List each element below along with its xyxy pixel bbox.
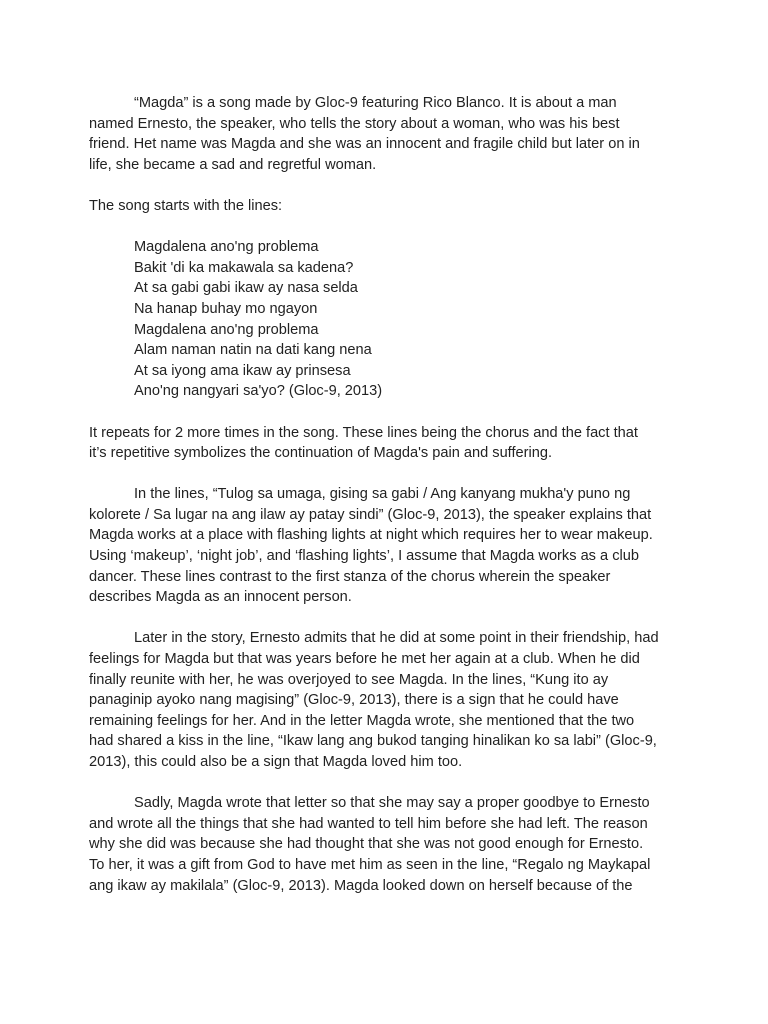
text-line: To her, it was a gift from God to have met him as seen in the line, “Regalo ng Maykapal — [89, 856, 651, 873]
text-line: Using ‘makeup’, ‘night job’, and ‘flashing lights’, I assume that Magda works as a club — [89, 548, 639, 565]
text-line: feelings for Magda but that was years before he met her again at a club. When he did — [89, 651, 640, 668]
lyric-line: Magdalena ano'ng problema — [134, 239, 319, 256]
text-line: ang ikaw ay makilala” (Gloc-9, 2013). Magda looked down on herself because of the — [89, 877, 633, 894]
intro-paragraph — [89, 93, 689, 175]
text-line: Magda works at a place with flashing lights at night which requires her to wear makeup. — [89, 527, 653, 544]
text-line: “Magda” is a song made by Gloc-9 featuring Rico Blanco. It is about a man — [134, 95, 617, 111]
lyric-line: Alam naman natin na dati kang nena — [134, 342, 372, 359]
text-line: friend. Het name was Magda and she was an innocent and fragile child but later on in — [89, 136, 640, 153]
lyric-line: At sa iyong ama ikaw ay prinsesa — [134, 362, 351, 379]
text-line: In the lines, “Tulog sa umaga, gising sa gabi / Ang kanyang mukha'y puno ng — [134, 486, 631, 503]
text-line: 2013), this could also be a sign that Magda loved him too. — [89, 754, 463, 770]
night-job-paragraph — [89, 484, 689, 608]
letter-paragraph — [89, 793, 689, 896]
text-line: finally reunite with her, he was overjoyed to see Magda. In the lines, “Kung ito ay — [89, 671, 609, 688]
feelings-paragraph — [89, 628, 689, 772]
text-line: why she did was because she had thought that she was not good enough for Ernesto. — [89, 836, 644, 853]
lyric-line: Ano'ng nangyari sa'yo? (Gloc-9, 2013) — [134, 383, 383, 400]
text-line: and wrote all the things that she had wanted to tell him before she had left. The reason — [89, 815, 648, 832]
text-line: had shared a kiss in the line, “Ikaw lang ang bukod tanging hinalikan ko sa labi” (Gloc-9, — [89, 733, 657, 750]
text-line: named Ernesto, the speaker, who tells the story about a woman, who was his best — [89, 115, 620, 132]
document-page — [89, 93, 689, 917]
lyrics-block — [89, 237, 689, 402]
text-line: life, she became a sad and regretful woman. — [89, 156, 377, 173]
lyric-line: Bakit 'di ka makawala sa kadena? — [134, 259, 354, 276]
text-line: describes Magda as an innocent person. — [89, 589, 352, 606]
lyrics-intro-paragraph: The song starts with the lines: — [89, 197, 283, 214]
text-line: remaining feelings for her. And in the letter Magda wrote, she mentioned that the two — [89, 712, 635, 729]
text-line: panaginip ayoko nang magising” (Gloc-9, 2013), there is a sign that he could have — [89, 692, 619, 709]
text-line: dancer. These lines contrast to the first stanza of the chorus wherein the speaker — [89, 568, 611, 585]
chorus-analysis-paragraph — [89, 423, 689, 464]
lyric-line: Magdalena ano'ng problema — [134, 321, 319, 338]
lyric-line: At sa gabi gabi ikaw ay nasa selda — [134, 280, 358, 297]
text-line: It repeats for 2 more times in the song. These lines being the chorus and the fact that — [89, 424, 638, 441]
text-line: Later in the story, Ernesto admits that he did at some point in their friendship, had — [134, 630, 659, 647]
text-line: Sadly, Magda wrote that letter so that she may say a proper goodbye to Ernesto — [134, 795, 650, 812]
text-line: kolorete / Sa lugar na ang ilaw ay patay sindi” (Gloc-9, 2013), the speaker explains that — [89, 506, 652, 523]
text-line: it’s repetitive symbolizes the continuation of Magda's pain and suffering. — [89, 445, 553, 462]
lyric-line: Na hanap buhay mo ngayon — [134, 300, 318, 317]
